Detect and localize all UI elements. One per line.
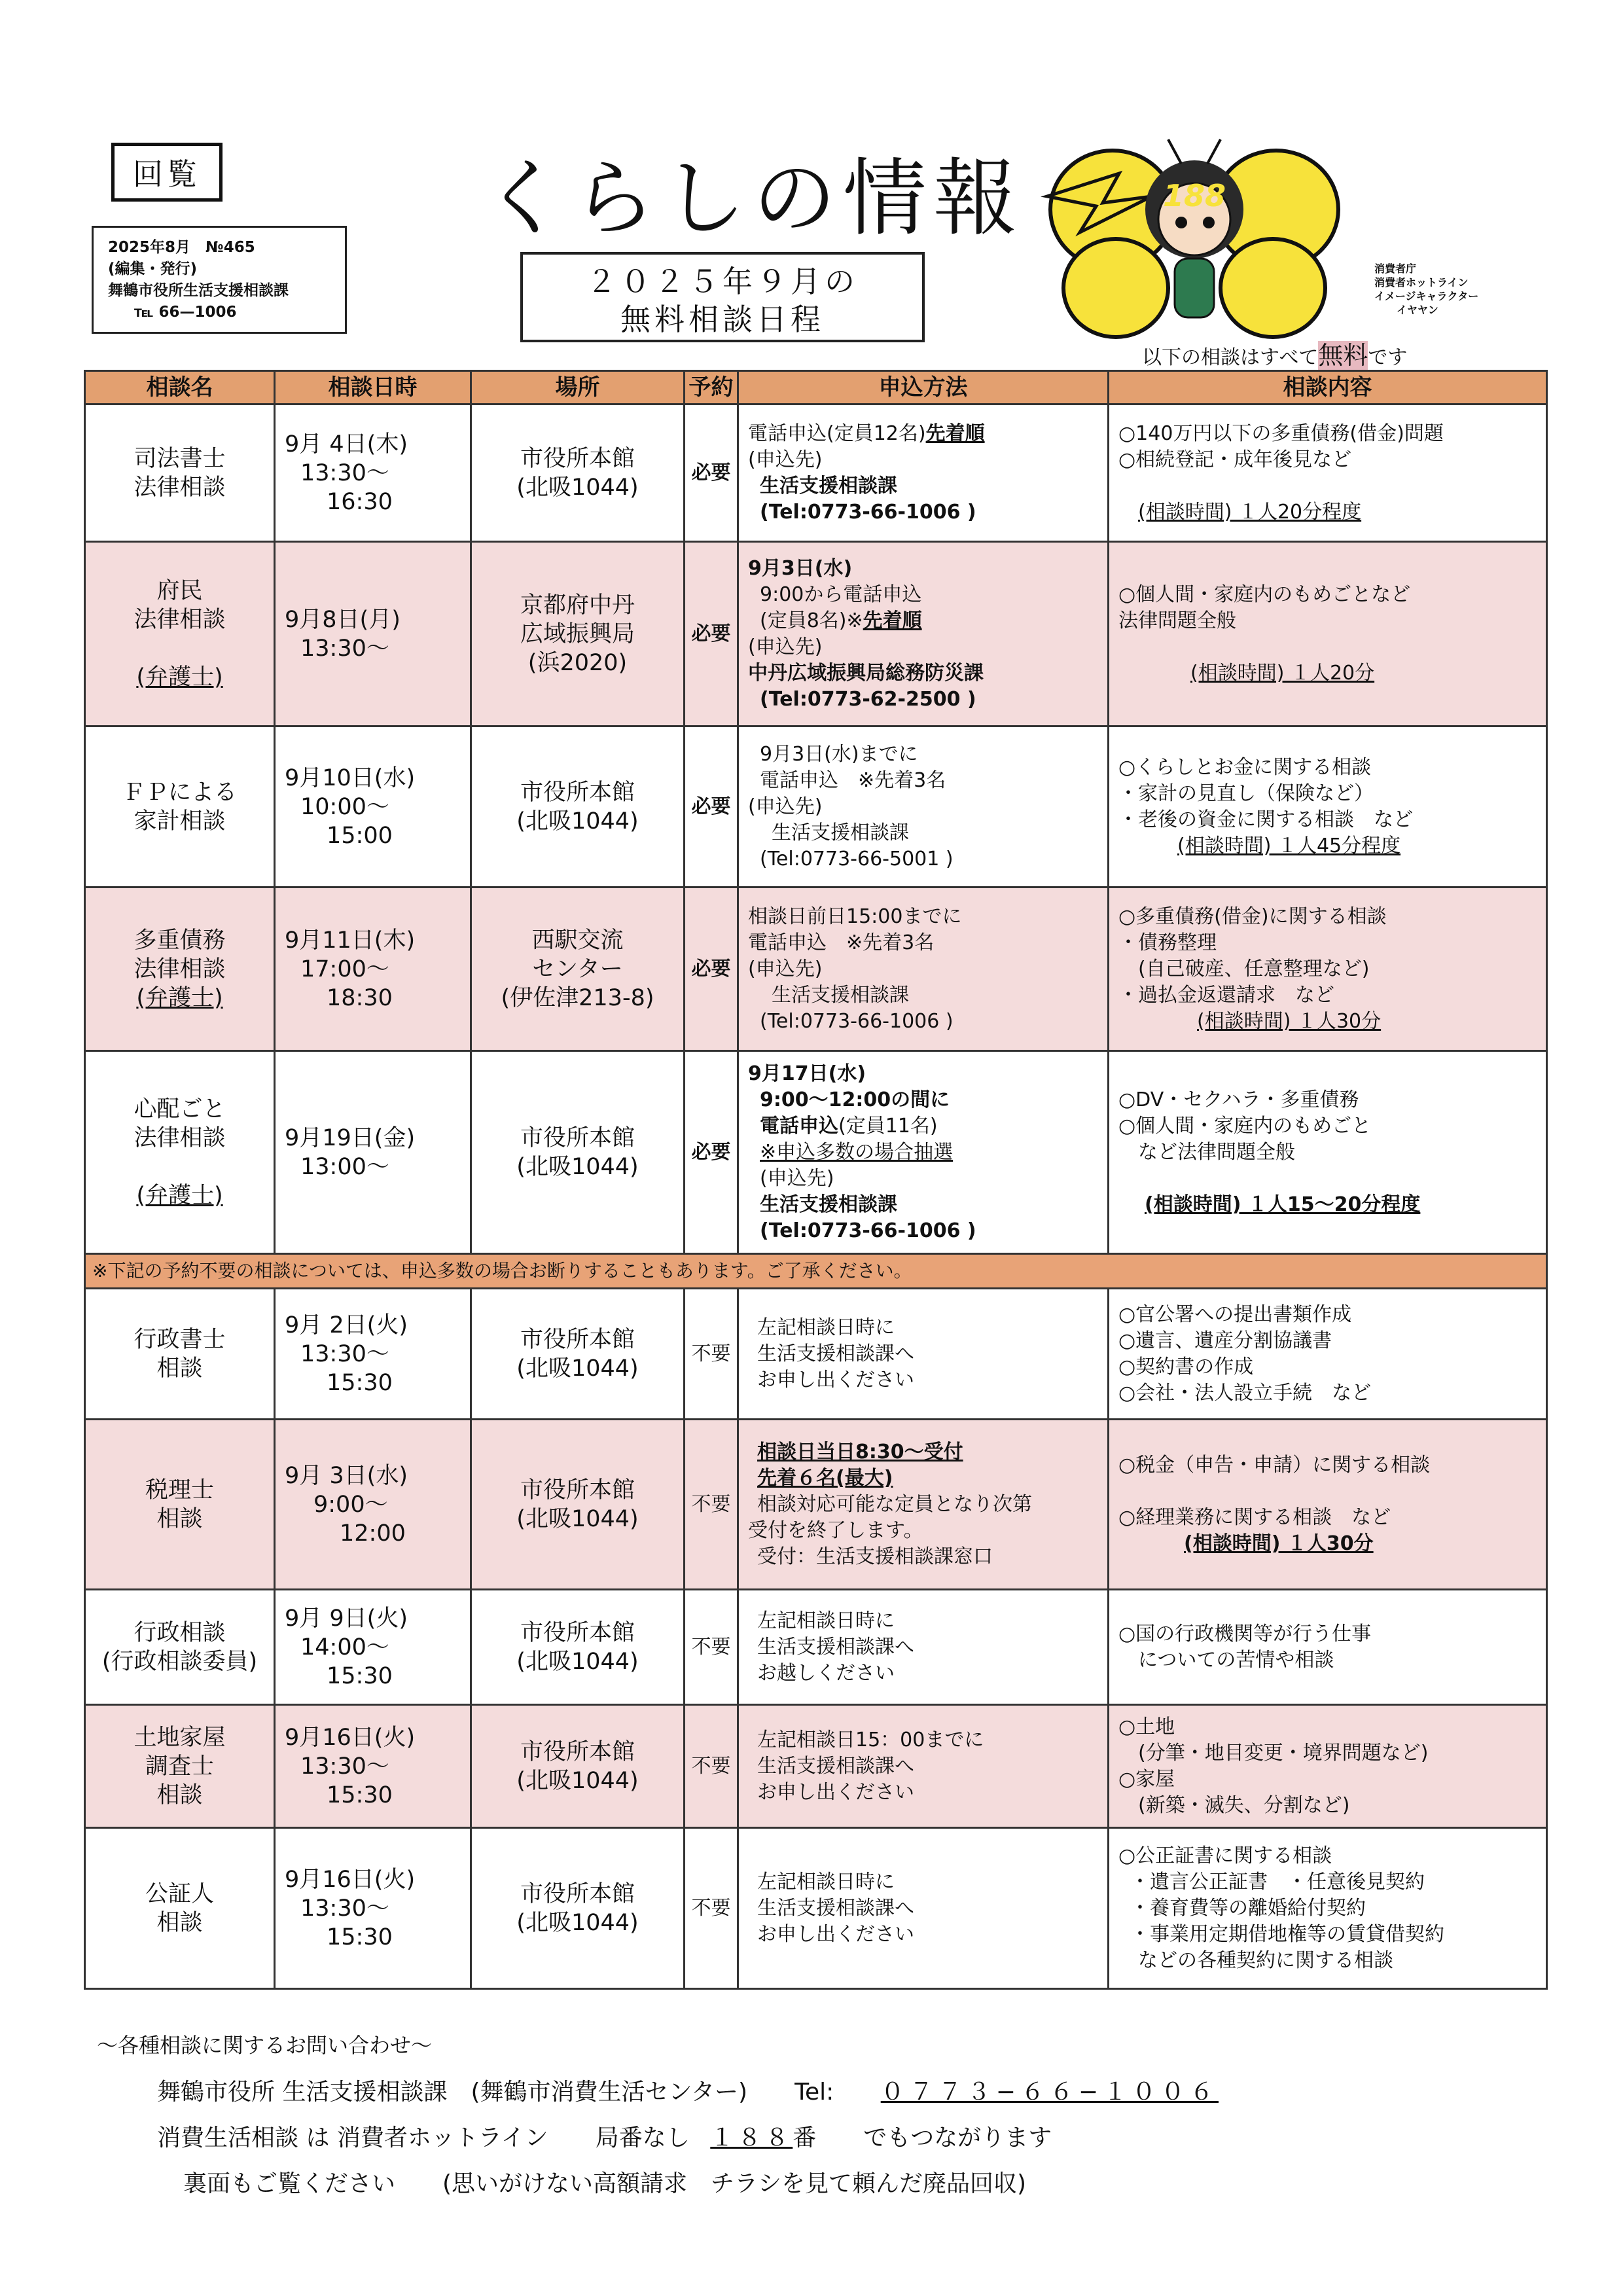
consult-name: 相談 [156, 1782, 203, 1808]
method-line: 電話申込(定員12名)先着順 [748, 422, 985, 445]
datetime-cell [275, 1828, 471, 1989]
table-row [85, 1705, 1547, 1828]
free-notice [1142, 335, 1407, 371]
subtitle-line-2: 無料相談日程 [620, 302, 825, 337]
content-line: ○契約書の作成 [1118, 1355, 1254, 1378]
consult-name [86, 634, 274, 663]
time-start: 13:30～ [300, 1340, 389, 1367]
content-line: ○140万円以下の多重債務(借金)問題 [1118, 422, 1444, 445]
method-line: (Tel:0773-66-5001 ) [760, 847, 954, 870]
footer-contact-text: 舞鶴市役所 生活支援相談課 (舞鶴市消費生活センター) Tel: [157, 2079, 834, 2106]
method-cell [738, 1828, 1109, 1989]
mascot-caption-line: イヤヤン [1397, 304, 1438, 316]
consult-time: (相談時間) １人15～20分程度 [1145, 1193, 1421, 1216]
table-row [85, 542, 1547, 726]
method-line: 左記相談日時に [757, 1870, 895, 1893]
content-line: ○会社・法人設立手続 など [1118, 1381, 1372, 1405]
method-cell [738, 542, 1109, 726]
method-line: (申込先) [748, 635, 823, 658]
content-line: ○くらしとお金に関する相談 [1118, 755, 1372, 779]
method-line: (Tel:0773-66-1006 ) [760, 1219, 976, 1242]
method-line: 生活支援相談課 [772, 821, 909, 844]
content-line [1118, 473, 1546, 499]
consult-name: 法律相談 [134, 956, 226, 982]
time-end: 12:00 [340, 1520, 406, 1547]
method-line: 左記相談日時に [757, 1609, 895, 1632]
content-line: ・債務整理 [1118, 931, 1217, 954]
issue-number: 2025年8月 №465 [108, 239, 255, 256]
consult-name-cell [85, 1289, 275, 1420]
content-line: ・事業用定期借地権等の賃貸借契約 [1130, 1922, 1444, 1946]
consult-name: 法律相談 [134, 474, 226, 501]
content-line: (新築・滅失、分割など) [1138, 1793, 1350, 1817]
place-cell [471, 888, 685, 1051]
place-name: 市役所本館 [520, 1738, 635, 1765]
content-line: ○国の行政機関等が行う仕事 [1118, 1622, 1372, 1645]
consult-name: 行政相談 [134, 1619, 226, 1646]
mascot-caption-line: 消費者ホットライン [1374, 276, 1469, 289]
time-start: 13:30～ [300, 459, 389, 486]
consult-lawyer: (弁護士) [136, 984, 223, 1011]
time-start: 13:30～ [300, 635, 389, 662]
mascot-caption [1374, 262, 1478, 317]
consult-name: (行政相談委員) [101, 1648, 258, 1675]
content-line: ○遺言、遺産分割協議書 [1118, 1329, 1332, 1352]
consult-name-cell [85, 1590, 275, 1705]
method-line: 相談日前日15:00までに [748, 905, 962, 928]
method-line: 生活支援相談課 [772, 983, 909, 1007]
consult-name: 法律相談 [134, 606, 226, 633]
table-row [85, 1289, 1547, 1420]
content-line: ○土地 [1118, 1715, 1175, 1738]
issue-info-box [92, 226, 347, 334]
circulation-box [111, 143, 223, 202]
date-text: 9月16日(火) [285, 1866, 416, 1893]
reserve-cell: 必要 [685, 726, 738, 888]
date-text: 9月 3日(水) [285, 1462, 408, 1489]
time-end: 16:30 [327, 488, 393, 515]
datetime-cell [275, 888, 471, 1051]
place-name: 市役所本館 [520, 445, 635, 472]
method-line: (Tel:0773-66-1006 ) [760, 500, 976, 524]
method-line: 9:00～12:00の間に [760, 1088, 950, 1111]
method-line: お申し出ください [757, 1780, 914, 1804]
consult-time: (相談時間) １人30分 [1197, 1009, 1382, 1033]
issue-phone: ℡ 66—1006 [134, 304, 237, 321]
datetime-cell [275, 404, 471, 542]
consult-time: (相談時間) １人20分程度 [1138, 500, 1362, 524]
place-name: 西駅交流 [531, 927, 624, 954]
method-cell [738, 1051, 1109, 1254]
content-cell [1109, 1828, 1547, 1989]
content-line: ・遺言公正証書 ・任意後見契約 [1130, 1870, 1425, 1893]
method-line: 受付を終了します。 [748, 1518, 923, 1542]
consult-name [86, 1153, 274, 1181]
reserve-cell: 必要 [685, 888, 738, 1051]
content-cell [1109, 726, 1547, 888]
datetime-cell [275, 726, 471, 888]
content-line: ○公正証書に関する相談 [1118, 1844, 1332, 1867]
place-cell [471, 1705, 685, 1828]
reserve-cell: 不要 [685, 1289, 738, 1420]
method-line: お越しください [757, 1661, 895, 1685]
content-line [1118, 634, 1546, 660]
place-address: (北吸1044) [516, 1505, 639, 1532]
reserve-cell: 必要 [685, 1051, 738, 1254]
table-row [85, 1051, 1547, 1254]
content-line: ○相続登記・成年後見など [1118, 448, 1352, 471]
place-name: 広域振興局 [520, 620, 635, 647]
place-address: (北吸1044) [516, 1909, 639, 1936]
method-line: (Tel:0773-62-2500 ) [760, 687, 976, 711]
consult-name: 相談 [156, 1355, 203, 1382]
content-cell [1109, 404, 1547, 542]
date-text: 9月 4日(木) [285, 431, 408, 457]
method-line: お申し出ください [757, 1922, 914, 1946]
free-notice-text-end: です [1368, 346, 1408, 369]
mascot-caption-line: イメージキャラクター [1374, 290, 1479, 302]
content-line: ・老後の資金に関する相談 など [1118, 808, 1413, 831]
consult-name: 土地家屋 [134, 1724, 226, 1751]
method-line: (申込先) [760, 1166, 834, 1190]
content-line: ・過払金返還請求 など [1118, 983, 1334, 1007]
content-line: (自己破産、任意整理など) [1138, 957, 1370, 980]
place-cell [471, 404, 685, 542]
mascot-illustration [1041, 134, 1348, 344]
datetime-cell [275, 1420, 471, 1590]
method-line: (申込先) [748, 795, 823, 818]
content-line: ○官公署への提出書類作成 [1118, 1302, 1352, 1326]
free-notice-highlight: 無料 [1318, 341, 1368, 370]
subtitle-box [520, 252, 925, 342]
reserve-cell: 不要 [685, 1828, 738, 1989]
method-line: (申込先) [748, 957, 823, 980]
method-cell [738, 726, 1109, 888]
consult-name: 多重債務 [134, 927, 226, 954]
content-line: についての苦情や相談 [1138, 1648, 1334, 1672]
consult-name: 調査士 [145, 1753, 214, 1780]
table-row [85, 726, 1547, 888]
date-text: 9月10日(水) [285, 764, 416, 791]
place-address: (北吸1044) [516, 1767, 639, 1794]
header-place: 場所 [471, 371, 685, 404]
table-row [85, 1590, 1547, 1705]
time-start: 9:00～ [313, 1491, 388, 1518]
consult-name: ＦＰによる [122, 779, 237, 806]
date-text: 9月19日(金) [285, 1124, 416, 1151]
place-name: 京都府中丹 [520, 592, 635, 619]
reserve-cell: 不要 [685, 1420, 738, 1590]
datetime-cell [275, 1051, 471, 1254]
reserve-cell: 必要 [685, 404, 738, 542]
content-cell [1109, 888, 1547, 1051]
time-end: 18:30 [327, 984, 393, 1011]
method-line: 9:00から電話申込 [760, 583, 922, 606]
method-line: 左記相談日15：00までに [757, 1728, 984, 1751]
content-cell [1109, 1289, 1547, 1420]
content-line: ○税金（申告・申請）に関する相談 [1118, 1453, 1431, 1477]
method-line: 先着６名(最大) [757, 1466, 893, 1490]
date-text: 9月 2日(火) [285, 1312, 408, 1338]
reserve-cell: 必要 [685, 542, 738, 726]
method-line: (定員8名)※先着順 [760, 609, 922, 632]
method-line: (Tel:0773-66-1006 ) [760, 1009, 954, 1033]
footer-hotline [157, 2119, 1052, 2153]
footer-contact [157, 2073, 1219, 2107]
consult-name: 相談 [156, 1909, 203, 1936]
method-line: 電話申込(定員11名) [760, 1114, 938, 1138]
method-line: 受付：生活支援相談課窓口 [757, 1545, 993, 1568]
consult-name-cell [85, 888, 275, 1051]
time-end: 15:30 [327, 1662, 393, 1689]
method-line: 9月3日(水) [748, 556, 853, 580]
time-start: 14:00～ [300, 1634, 389, 1660]
method-cell [738, 888, 1109, 1051]
method-cell [738, 1420, 1109, 1590]
method-line: 生活支援相談課 [760, 1193, 897, 1216]
table-row [85, 1420, 1547, 1590]
content-line [1118, 1479, 1546, 1505]
content-line: ○多重債務(借金)に関する相談 [1118, 905, 1387, 928]
method-line: 生活支援相談課 [760, 474, 897, 497]
header-reserve: 予約 [685, 371, 738, 404]
content-line: ○DV・セクハラ・多重債務 [1118, 1088, 1359, 1111]
consult-name-cell [85, 1051, 275, 1254]
footer-heading: ～各種相談に関するお問い合わせ～ [97, 2033, 433, 2058]
method-line: 左記相談日時に [757, 1316, 895, 1339]
consult-name-cell [85, 1705, 275, 1828]
header-method: 申込方法 [738, 371, 1109, 404]
mascot-number: 188 [1162, 178, 1226, 213]
content-line: ○家屋 [1118, 1767, 1175, 1791]
consult-name-cell [85, 1828, 275, 1989]
place-cell [471, 1289, 685, 1420]
consultation-schedule-table [84, 370, 1548, 1990]
consult-lawyer: (弁護士) [136, 1182, 223, 1209]
method-line: 電話申込 ※先着3名 [748, 931, 935, 954]
reserve-cell: 不要 [685, 1705, 738, 1828]
footer-note: 裏面もご覧ください (思いがけない高額請求 チラシを見て頼んだ廃品回収) [183, 2170, 1027, 2197]
place-name: 市役所本館 [520, 1477, 635, 1503]
time-end: 15:30 [327, 1369, 393, 1396]
header-name: 相談名 [85, 371, 275, 404]
reserve-cell: 不要 [685, 1590, 738, 1705]
method-line: 生活支援相談課へ [757, 1342, 914, 1365]
method-line: 生活支援相談課へ [757, 1635, 914, 1659]
subtitle-line-1: ２０２５年９月の [586, 264, 859, 299]
content-line: 法律問題全般 [1118, 609, 1236, 632]
place-address: (北吸1044) [516, 1648, 639, 1675]
place-address: (北吸1044) [516, 1153, 639, 1180]
footer-hotline-number: １８８ [710, 2125, 793, 2151]
content-cell [1109, 1051, 1547, 1254]
method-line: 9月3日(水)までに [760, 742, 918, 766]
table-row [85, 404, 1547, 542]
method-cell [738, 1590, 1109, 1705]
place-cell [471, 1590, 685, 1705]
date-text: 9月8日(月) [285, 606, 401, 633]
method-line: 中丹広域振興局総務防災課 [748, 661, 984, 685]
place-name: 市役所本館 [520, 1880, 635, 1907]
consult-name: 公証人 [145, 1880, 214, 1907]
consult-time: (相談時間) １人45分程度 [1177, 834, 1401, 857]
method-line: 9月17日(水) [748, 1062, 866, 1085]
footer-hotline-text-end: 番 でもつながります [793, 2125, 1052, 2151]
place-address: (北吸1044) [516, 1355, 639, 1382]
content-line: (分筆・地目変更・境界問題など) [1138, 1741, 1429, 1765]
place-address: (伊佐津213-8) [501, 984, 654, 1011]
method-line: お申し出ください [757, 1368, 914, 1391]
time-end: 15:30 [327, 1782, 393, 1808]
method-line: 生活支援相談課へ [757, 1896, 914, 1920]
datetime-cell [275, 542, 471, 726]
method-line: 相談対応可能な定員となり次第 [757, 1492, 1032, 1516]
time-start: 13:00～ [300, 1153, 389, 1180]
content-line [1118, 1166, 1546, 1192]
content-cell [1109, 542, 1547, 726]
page-title: くらしの情報 [481, 150, 1024, 247]
datetime-cell [275, 1590, 471, 1705]
time-start: 13:30～ [300, 1753, 389, 1780]
table-header-row [85, 371, 1547, 404]
issue-editor: (編集・発行) [108, 260, 198, 278]
header-datetime: 相談日時 [275, 371, 471, 404]
consult-name: 心配ごと [134, 1096, 226, 1122]
time-end: 15:00 [327, 822, 393, 849]
consult-name: 司法書士 [134, 445, 226, 472]
consult-name: 法律相談 [134, 1124, 226, 1151]
consult-time: (相談時間) １人20分 [1190, 661, 1375, 685]
time-start: 10:00～ [300, 793, 389, 820]
footer-phone-number: ０７７３−６６−１００６ [880, 2079, 1219, 2106]
content-line: などの各種契約に関する相談 [1138, 1948, 1393, 1972]
datetime-cell [275, 1705, 471, 1828]
time-start: 13:30～ [300, 1895, 389, 1922]
place-address: (浜2020) [527, 649, 628, 676]
table-row [85, 888, 1547, 1051]
method-line: 電話申込 ※先着3名 [760, 768, 946, 792]
place-cell [471, 1828, 685, 1989]
datetime-cell [275, 1289, 471, 1420]
consult-name: 家計相談 [134, 808, 226, 834]
consult-name-cell [85, 404, 275, 542]
place-cell [471, 1420, 685, 1590]
place-address: (北吸1044) [516, 808, 639, 834]
consult-name-cell [85, 1420, 275, 1590]
mascot-caption-line: 消費者庁 [1374, 262, 1417, 275]
place-cell [471, 542, 685, 726]
content-cell [1109, 1705, 1547, 1828]
method-cell [738, 1705, 1109, 1828]
content-cell [1109, 1590, 1547, 1705]
place-name: 市役所本館 [520, 1619, 635, 1646]
footer-hotline-text: 消費生活相談 は 消費者ホットライン 局番なし [157, 2125, 690, 2151]
place-address: (北吸1044) [516, 474, 639, 501]
place-cell [471, 1051, 685, 1254]
method-cell [738, 1289, 1109, 1420]
issue-publisher: 舞鶴市役所生活支援相談課 [108, 282, 289, 299]
content-line: など法律問題全般 [1138, 1140, 1295, 1164]
consult-name-cell [85, 542, 275, 726]
table-row [85, 1828, 1547, 1989]
method-line: (申込先) [748, 448, 823, 471]
date-text: 9月11日(木) [285, 927, 416, 954]
time-end: 15:30 [327, 1924, 393, 1950]
circulation-label: 回覧 [133, 156, 201, 192]
time-start: 17:00～ [300, 956, 389, 982]
method-cell [738, 404, 1109, 542]
place-name: 市役所本館 [520, 1326, 635, 1353]
content-line: ・養育費等の離婚給付契約 [1130, 1896, 1366, 1920]
consult-name: 税理士 [145, 1477, 214, 1503]
method-line: 生活支援相談課へ [757, 1754, 914, 1778]
consult-lawyer: (弁護士) [136, 664, 223, 691]
consult-name: 相談 [156, 1505, 203, 1532]
content-line: ○個人間・家庭内のもめごと [1118, 1114, 1372, 1138]
place-name: 市役所本館 [520, 1124, 635, 1151]
consult-time: (相談時間) １人30分 [1184, 1532, 1374, 1555]
content-line: ○経理業務に関する相談 など [1118, 1505, 1391, 1529]
method-line: 相談日当日8:30～受付 [757, 1440, 963, 1463]
consult-name: 行政書士 [134, 1326, 226, 1353]
no-reservation-notice: ※下記の予約不要の相談については、申込多数の場合お断りすることもあります。ご了承ください。 [85, 1254, 1547, 1289]
consult-name-cell [85, 726, 275, 888]
notice-row [85, 1254, 1547, 1289]
date-text: 9月16日(火) [285, 1724, 416, 1751]
method-line: ※申込多数の場合抽選 [760, 1140, 954, 1164]
place-name: センター [532, 956, 623, 982]
place-name: 市役所本館 [520, 779, 635, 806]
content-line: ○個人間・家庭内のもめごとなど [1118, 583, 1411, 606]
content-line: ・家計の見直し（保険など） [1118, 781, 1374, 805]
date-text: 9月 9日(火) [285, 1605, 408, 1632]
consult-name: 府民 [156, 577, 203, 604]
content-cell [1109, 1420, 1547, 1590]
free-notice-text: 以下の相談はすべて [1142, 346, 1319, 369]
header-content: 相談内容 [1109, 371, 1547, 404]
place-cell [471, 726, 685, 888]
